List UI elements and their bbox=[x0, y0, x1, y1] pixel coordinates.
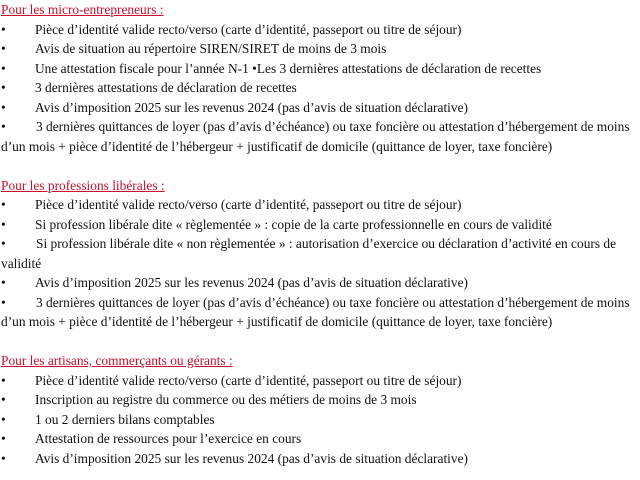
list-item: • Si profession libérale dite « non règlementée » : autorisation d’exercice ou déclaration d’activité en cours de validité bbox=[1, 236, 617, 271]
list-item: • Avis d’imposition 2025 sur les revenus 2024 (pas d’avis de situation déclarative) bbox=[0, 273, 640, 293]
bullet-icon: • bbox=[1, 411, 6, 427]
list-item: • Une attestation fiscale pour l’année N-1 •Les 3 dernières attestations de déclaration de recettes bbox=[0, 59, 640, 79]
section-spacer bbox=[0, 156, 640, 176]
section-heading: Pour les professions libérales : bbox=[1, 177, 165, 193]
list-item: • Attestation de ressources pour l’exercice en cours bbox=[0, 429, 640, 449]
list-item: • 1 ou 2 derniers bilans comptables bbox=[0, 410, 640, 430]
bullet-icon: • bbox=[1, 99, 6, 115]
list-item: • 3 dernières quittances de loyer (pas d’avis d’échéance) ou taxe foncière ou attestation d’hébergement de moins d’un mois + pièce d’identité de l’hébergeur + justificatif de domicile (quittance de loyer, taxe foncière) bbox=[1, 119, 630, 154]
section-heading: Pour les artisans, commerçants ou gérants : bbox=[1, 353, 233, 368]
list-item: • Si profession libérale dite « règlementée » : copie de la carte professionnelle en cours de validité bbox=[0, 215, 640, 235]
list-item: • Pièce d’identité valide recto/verso (carte d’identité, passeport ou titre de séjour) bbox=[0, 20, 640, 40]
list-item: • Avis de situation au répertoire SIREN/SIRET de moins de 3 mois bbox=[0, 39, 640, 59]
list-item: • Avis d’imposition 2025 sur les revenus 2024 (pas d’avis de situation déclarative) bbox=[0, 449, 640, 469]
bullet-icon: • bbox=[1, 431, 6, 446]
list-item: • Pièce d’identité valide recto/verso (carte d’identité, passeport ou titre de séjour) bbox=[0, 371, 640, 391]
bullet-icon: • bbox=[1, 372, 6, 388]
bullet-icon: • bbox=[1, 197, 6, 212]
bullet-icon: • bbox=[1, 275, 6, 290]
section-heading: Pour les micro-entrepreneurs : bbox=[1, 2, 164, 17]
bullet-icon: • bbox=[1, 60, 6, 76]
bullet-icon: • bbox=[1, 80, 6, 95]
bullet-icon: • bbox=[1, 450, 6, 466]
section-artisans-commercants bbox=[0, 351, 640, 468]
section-professions-liberales bbox=[0, 176, 640, 332]
bullet-icon: • bbox=[1, 392, 6, 407]
section-micro-entrepreneurs bbox=[0, 0, 640, 156]
bullet-icon: • bbox=[1, 294, 6, 310]
bullet-icon: • bbox=[1, 119, 6, 134]
bullet-icon: • bbox=[1, 236, 6, 251]
bullet-icon: • bbox=[1, 216, 6, 232]
bullet-icon: • bbox=[1, 41, 6, 56]
bullet-icon: • bbox=[1, 21, 6, 37]
list-item: • 3 dernières quittances de loyer (pas d’avis d’échéance) ou taxe foncière ou attestation d’hébergement de moins d’un mois + pièce d’identité de l’hébergeur + justificatif de domicile (quittance de loyer, taxe foncière) bbox=[1, 294, 630, 329]
list-item: • Avis d’imposition 2025 sur les revenus 2024 (pas d’avis de situation déclarative) bbox=[0, 98, 640, 118]
section-spacer bbox=[0, 332, 640, 352]
list-item: • Inscription au registre du commerce ou des métiers de moins de 3 mois bbox=[0, 390, 640, 410]
list-item: • 3 dernières attestations de déclaration de recettes bbox=[0, 78, 640, 98]
list-item: • Pièce d’identité valide recto/verso (carte d’identité, passeport ou titre de séjour) bbox=[0, 195, 640, 215]
